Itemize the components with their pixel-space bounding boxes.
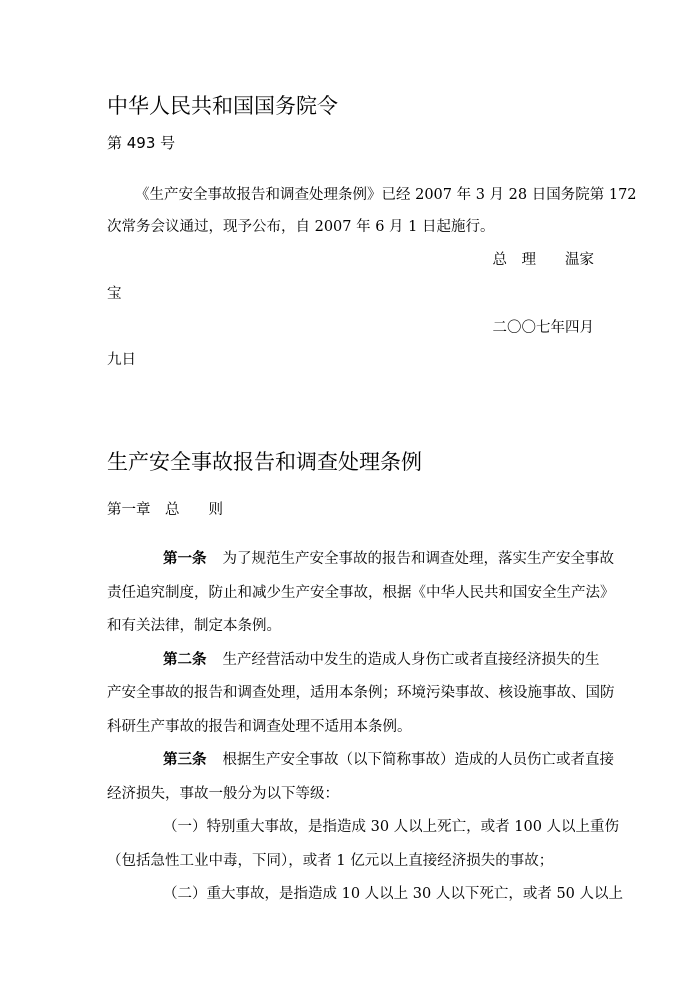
article-1-text-1: 为了规范生产安全事故的报告和调查处理，落实生产安全事故 [222,551,614,567]
decree-number: 第 493 号 [107,134,176,152]
decree-body-line-1: 《生产安全事故报告和调查处理条例》已经 2007 年 3 月 28 日国务院第 172 [135,187,637,203]
article-3-label: 第三条 [163,752,207,768]
article-3-item-1-line-2: （包括急性工业中毒，下同），或者 1 亿元以上直接经济损失的事故； [107,853,554,869]
article-2-label: 第二条 [163,652,207,668]
decree-title: 中华人民共和国国务院令 [107,94,338,118]
date-line-1: 二〇〇七年四月 [492,320,594,336]
article-3-line-2: 经济损失，事故一般分为以下等级： [107,786,339,802]
article-3-line-1 [163,748,614,769]
chapter-1-heading: 第一章 总 则 [107,502,223,518]
article-2-line-2: 产安全事故的报告和调查处理，适用本条例；环境污染事故、核设施事故、国防 [107,685,615,701]
article-2-line-3: 科研生产事故的报告和调查处理不适用本条例。 [107,719,412,735]
signer-line-2: 宝 [107,286,122,302]
article-3-text-1: 根据生产安全事故（以下简称事故）造成的人员伤亡或者直接 [222,752,614,768]
article-3-item-1-line-1: （一）特别重大事故，是指造成 30 人以上死亡，或者 100 人以上重伤 [163,819,620,835]
signer-line-1: 总 理 温家 [492,252,594,268]
article-3-item-2-line-1: （二）重大事故，是指造成 10 人以上 30 人以下死亡，或者 50 人以上 [163,886,624,902]
regulation-title: 生产安全事故报告和调查处理条例 [107,450,422,474]
article-2-line-1 [163,648,600,669]
article-1-label: 第一条 [163,551,207,567]
article-1-line-2: 责任追究制度，防止和减少生产安全事故，根据《中华人民共和国安全生产法》 [107,585,615,601]
decree-body-line-2: 次常务会议通过，现予公布，自 2007 年 6 月 1 日起施行。 [107,219,495,235]
article-2-text-1: 生产经营活动中发生的造成人身伤亡或者直接经济损失的生 [222,652,600,668]
date-line-2: 九日 [107,352,136,368]
article-1-line-3: 和有关法律，制定本条例。 [107,618,281,634]
article-1-line-1 [163,547,614,568]
